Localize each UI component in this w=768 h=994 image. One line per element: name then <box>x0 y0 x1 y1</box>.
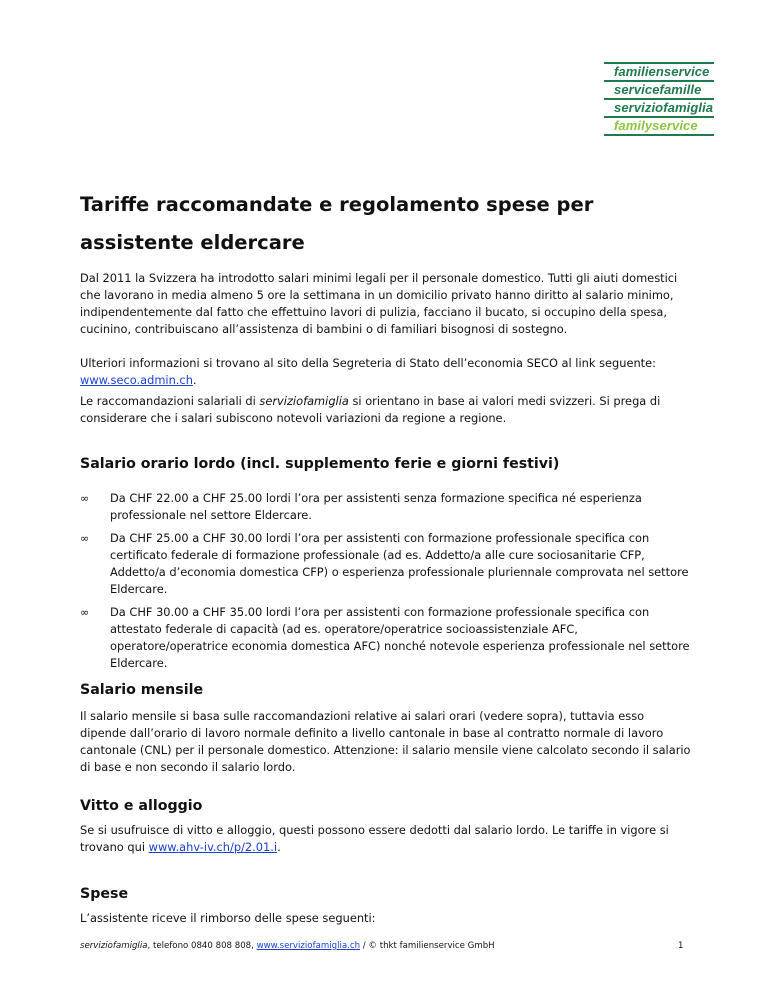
list-item <box>80 530 690 598</box>
footer-brand: serviziofamiglia <box>80 941 148 951</box>
footer-website-link[interactable]: www.serviziofamiglia.ch <box>256 941 361 951</box>
bullet-text: Da CHF 25.00 a CHF 30.00 lordi l’ora per assistenti con formazione professionale specifica con certificato federale di formazione professionale (ad es. Addetto/a alle cure sociosanitarie CFP, Addetto/a d’economia domestica CFP) o esperienza professionale pluriennale comprovata nel settore Eldercare. <box>110 531 689 596</box>
logo-line-familienservice: familienservice <box>614 64 710 79</box>
page-footer <box>80 940 690 952</box>
bullet-infinity-icon: ∞ <box>80 532 90 545</box>
ahv-link[interactable]: www.ahv-iv.ch/p/2.01.i <box>148 840 278 854</box>
recommendation-paragraph <box>80 393 692 427</box>
intro-paragraph: Dal 2011 la Svizzera ha introdotto salari minimi legali per il personale domestico. Tutti gli aiuti domestici che lavorano in media almeno 5 ore la settimana in un domicilio privato hanno diritto al salario minimo, indipendentemente dal fatto che effettuino lavori di pulizia, facciano il bucato, si occupino della spesa, cucinino, contribuiscano all’assistenza di bambini o di familiari bisognosi di sostegno. <box>80 271 678 336</box>
board-lodging-paragraph <box>80 822 692 856</box>
expenses-paragraph: L’assistente riceve il rimborso delle spese seguenti: <box>80 911 376 925</box>
heading-hourly-wage: Salario orario lordo (incl. supplemento ferie e giorni festivi) <box>80 456 560 472</box>
brand-logo <box>604 62 714 136</box>
heading-expenses: Spese <box>80 886 129 902</box>
seco-link[interactable]: www.seco.admin.ch <box>80 373 193 387</box>
bullet-text: Da CHF 30.00 a CHF 35.00 lordi l’ora per assistenti con formazione professionale specifica con attestato federale di capacità (ad es. operatore/operatrice socioassistenziale AFC, operatore/operatrice economia domestica AFC) nonché notevole esperienza professionale nel settore Eldercare. <box>110 605 690 670</box>
recommendation-post: si orientano in base ai valori medi svizzeri. Si prega di considerare che i salari subiscono notevoli variazioni da regione a regione. <box>80 394 661 425</box>
logo-line-serviziofamiglia: serviziofamiglia <box>614 100 714 115</box>
monthly-wage-paragraph: Il salario mensile si basa sulle raccomandazioni relative ai salari orari (vedere sopra), tuttavia esso dipende dall’orario di lavoro normale definito a livello cantonale in base al contratto normale di lavoro cantonale (CNL) per il personale domestico. Attenzione: il salario mensile viene calcolato secondo il salario di base e non secondo il salario lordo. <box>80 709 691 774</box>
bullet-infinity-icon: ∞ <box>80 492 90 505</box>
logo-line-servicefamille: servicefamille <box>614 82 702 97</box>
page-title: Tariffe raccomandate e regolamento spese per assistente eldercare <box>80 193 594 254</box>
list-item <box>80 604 690 672</box>
bullet-infinity-icon: ∞ <box>80 606 90 619</box>
seco-end: . <box>192 373 197 387</box>
board-end: . <box>277 840 281 854</box>
footer-phone: , telefono 0840 808 808, <box>147 941 257 951</box>
page-number: 1 <box>678 941 684 951</box>
heading-monthly-wage: Salario mensile <box>80 682 204 698</box>
recommendation-pre: Le raccomandazioni salariali di <box>80 394 260 408</box>
seco-paragraph <box>80 355 692 389</box>
seco-text: Ulteriori informazioni si trovano al sito della Segreteria di Stato dell’economia SECO al link seguente: <box>80 356 656 370</box>
logo-rule <box>604 134 714 136</box>
brand-name: serviziofamiglia <box>259 394 349 408</box>
logo-line-familyservice: familyservice <box>614 118 698 133</box>
board-text: Se si usufruisce di vitto e alloggio, questi possono essere dedotti dal salario lordo. Le tariffe in vigore si trovano qui <box>80 823 669 854</box>
bullet-text: Da CHF 22.00 a CHF 25.00 lordi l’ora per assistenti senza formazione specifica né esperienza professionale nel settore Eldercare. <box>110 491 642 522</box>
footer-copyright: / © thkt familienservice GmbH <box>360 941 495 951</box>
list-item <box>80 490 690 524</box>
heading-board-lodging: Vitto e alloggio <box>80 798 203 814</box>
